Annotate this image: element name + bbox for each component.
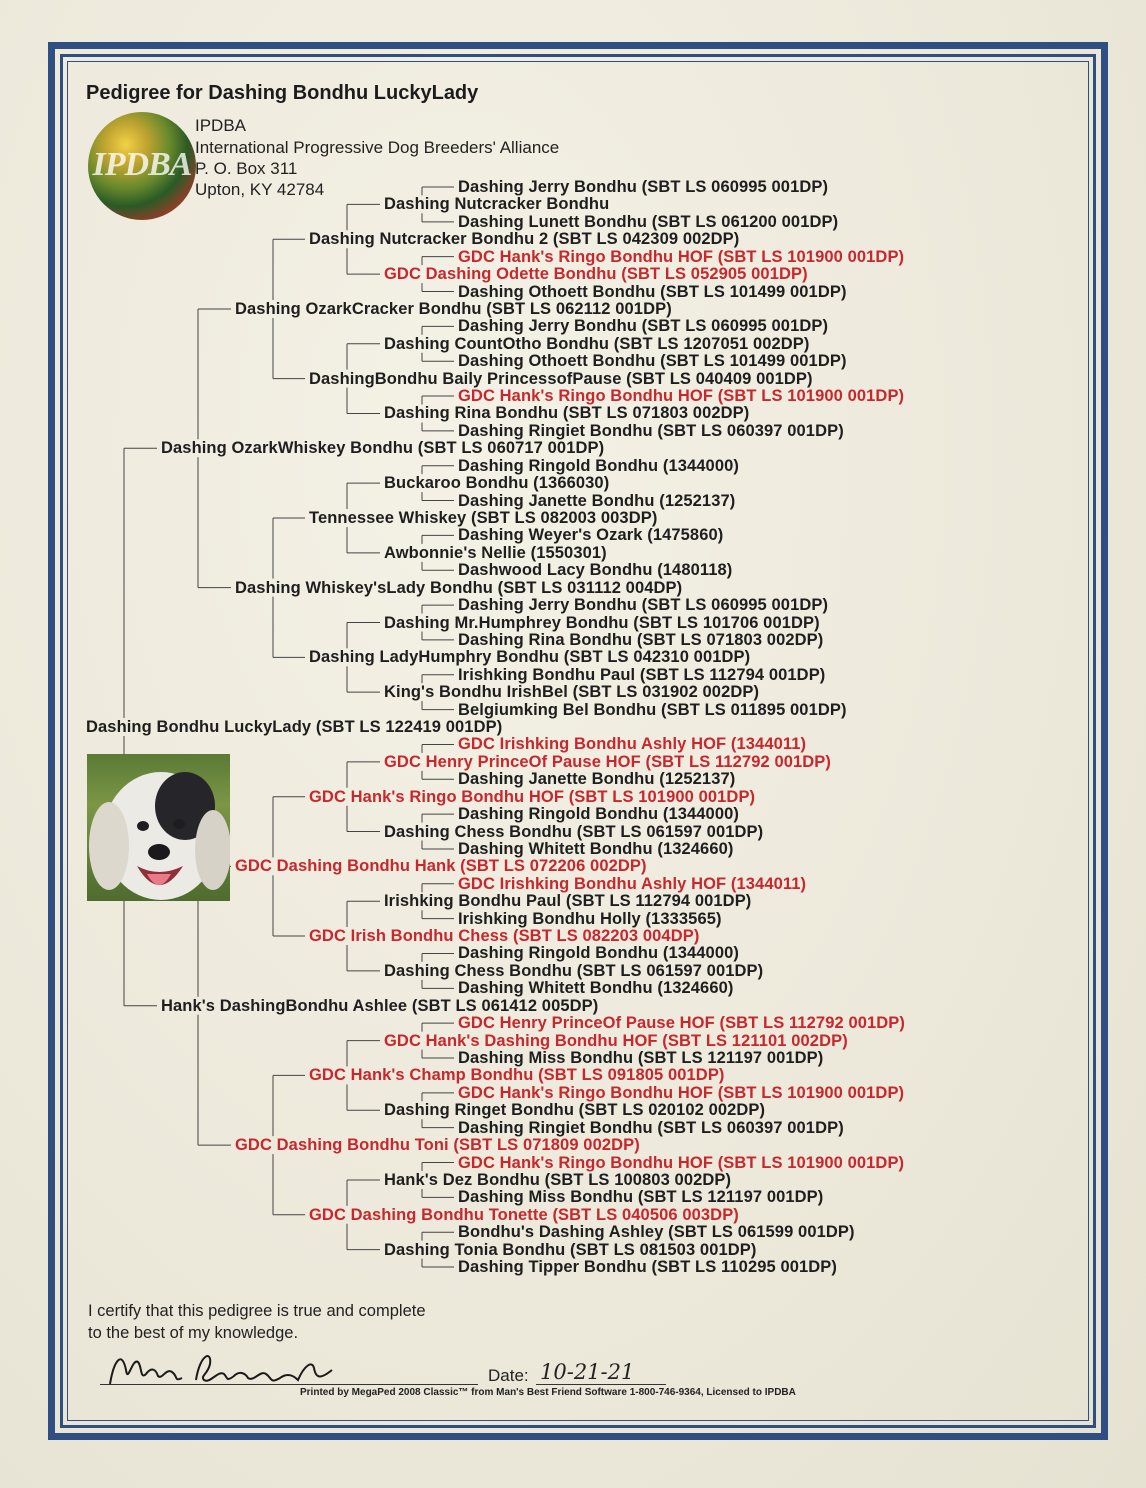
org-name: International Progressive Dog Breeders' Alliance	[195, 138, 560, 157]
ancestor-entry: Dashing Lunett Bondhu (SBT LS 061200 001DP)	[458, 212, 839, 231]
ancestor-entry: Hank's DashingBondhu Ashlee (SBT LS 061412 005DP)	[161, 996, 599, 1015]
ancestor-entry: GDC Hank's Champ Bondhu (SBT LS 091805 001DP)	[309, 1066, 725, 1085]
ancestor-entry: King's Bondhu IrishBel (SBT LS 031902 002DP)	[384, 683, 760, 702]
ancestor-entry: Buckaroo Bondhu (1366030)	[384, 474, 610, 493]
org-address-2: Upton, KY 42784	[195, 180, 325, 199]
ancestor-entry: GDC Hank's Ringo Bondhu HOF (SBT LS 101900 001DP)	[458, 247, 905, 266]
ancestor-entry: Tennessee Whiskey (SBT LS 082003 003DP)	[309, 508, 658, 527]
ancestor-entry: Dashing Miss Bondhu (SBT LS 121197 001DP)	[458, 1188, 824, 1207]
dog-photo	[87, 754, 230, 901]
ancestor-entry: Dashing Ringold Bondhu (1344000)	[458, 944, 739, 963]
ancestor-entry: GDC Dashing Odette Bondhu (SBT LS 052905 001DP)	[384, 265, 808, 284]
ancestor-entry: Dashing Ringiet Bondhu (SBT LS 060397 001DP)	[458, 421, 844, 440]
ancestor-entry: Dashing Mr.Humphrey Bondhu (SBT LS 101706 001DP)	[384, 613, 820, 632]
ancestor-entry: GDC Hank's Ringo Bondhu HOF (SBT LS 101900 001DP)	[458, 1083, 905, 1102]
ancestor-entry: Irishking Bondhu Holly (1333565)	[458, 909, 722, 928]
ancestor-entry: Dashing Jerry Bondhu (SBT LS 060995 001DP)	[458, 178, 829, 196]
ancestor-entry: Dashing Janette Bondhu (1252137)	[458, 491, 736, 510]
ancestor-entry: Dashing Nutcracker Bondhu	[384, 195, 610, 214]
signature-line	[100, 1384, 478, 1385]
ancestor-entry: Dashing Chess Bondhu (SBT LS 061597 001DP)	[384, 822, 764, 841]
ancestor-entry: Belgiumking Bel Bondhu (SBT LS 011895 001DP)	[458, 700, 847, 719]
ancestor-entry: Dashing Whiskey'sLady Bondhu (SBT LS 031112 004DP)	[235, 578, 683, 597]
ancestor-entry: Dashing Ringold Bondhu (1344000)	[458, 456, 739, 475]
subject-dog: Dashing Bondhu LuckyLady (SBT LS 122419 001DP)	[86, 718, 503, 737]
ancestor-entry: Dashing Jerry Bondhu (SBT LS 060995 001DP)	[458, 596, 829, 615]
ancestor-entry: GDC Dashing Bondhu Hank (SBT LS 072206 002DP)	[235, 857, 647, 876]
ancestor-entry: GDC Dashing Bondhu Toni (SBT LS 071809 002DP)	[235, 1136, 640, 1155]
ancestor-entry: Dashing Whitett Bondhu (1324660)	[458, 839, 734, 858]
ancestor-entry: Dashing Whitett Bondhu (1324660)	[458, 979, 734, 998]
ancestor-entry: Dashing Othoett Bondhu (SBT LS 101499 001DP)	[458, 282, 847, 301]
ancestor-entry: Bondhu's Dashing Ashley (SBT LS 061599 001DP)	[458, 1223, 855, 1242]
ancestor-entry: Dashing Othoett Bondhu (SBT LS 101499 001DP)	[458, 352, 847, 371]
ancestor-entry: Dashing Ringiet Bondhu (SBT LS 060397 001DP)	[458, 1118, 844, 1137]
ancestor-entry: Dashing Ringold Bondhu (1344000)	[458, 805, 739, 824]
ancestor-entry: Irishking Bondhu Paul (SBT LS 112794 001DP)	[458, 665, 826, 684]
ancestor-entry: Dashing CountOtho Bondhu (SBT LS 1207051 002DP)	[384, 334, 810, 353]
ancestor-entry: Dashing LadyHumphry Bondhu (SBT LS 042310 001DP)	[309, 648, 751, 667]
signature	[100, 1340, 350, 1394]
ancestor-entry: GDC Hank's Ringo Bondhu HOF (SBT LS 101900 001DP)	[309, 787, 756, 806]
ancestor-entry: Dashing OzarkCracker Bondhu (SBT LS 062112 001DP)	[235, 299, 672, 318]
printed-by-footer: Printed by MegaPed 2008 Classic™ from Man's Best Friend Software 1-800-746-9364, Licensed to IPDBA	[300, 1387, 796, 1398]
certify-line-1: I certify that this pedigree is true and complete	[88, 1302, 426, 1320]
ancestor-entry: Dashing Weyer's Ozark (1475860)	[458, 526, 724, 545]
org-address-1: P. O. Box 311	[195, 159, 298, 178]
page-title: Pedigree for Dashing Bondhu LuckyLady	[86, 82, 479, 104]
ancestor-entry: Dashing Nutcracker Bondhu 2 (SBT LS 042309 002DP)	[309, 230, 740, 249]
ancestor-entry: Hank's Dez Bondhu (SBT LS 100803 002DP)	[384, 1170, 732, 1189]
ancestor-entry: GDC Dashing Bondhu Tonette (SBT LS 040506 003DP)	[309, 1205, 739, 1224]
ancestor-entry: GDC Henry PrinceOf Pause HOF (SBT LS 112792 001DP)	[458, 1014, 905, 1033]
ancestor-entry: Dashing Rina Bondhu (SBT LS 071803 002DP)	[384, 404, 750, 423]
ancestor-entry: Dashing Miss Bondhu (SBT LS 121197 001DP)	[458, 1049, 824, 1067]
ancestor-entry: Dashing Tonia Bondhu (SBT LS 081503 001DP)	[384, 1240, 757, 1259]
ancestor-entry: GDC Hank's Dashing Bondhu HOF (SBT LS 121101 002DP)	[384, 1031, 848, 1050]
certification-text	[88, 1300, 426, 1344]
ancestor-entry: Dashing Ringet Bondhu (SBT LS 020102 002DP)	[384, 1101, 766, 1120]
org-abbr: IPDBA	[195, 116, 247, 135]
ancestor-entry: GDC Irishking Bondhu Ashly HOF (1344011)	[458, 735, 807, 754]
ancestor-entry: Dashing Rina Bondhu (SBT LS 071803 002DP)	[458, 630, 824, 649]
ancestor-entry: Dashing Jerry Bondhu (SBT LS 060995 001DP)	[458, 317, 829, 336]
certify-line-2: to the best of my knowledge.	[88, 1324, 299, 1342]
ancestor-entry: Irishking Bondhu Paul (SBT LS 112794 001DP)	[384, 892, 752, 911]
ancestor-entry: Dashing Janette Bondhu (1252137)	[458, 770, 736, 789]
ancestor-entry: GDC Irish Bondhu Chess (SBT LS 082203 004DP)	[309, 927, 700, 946]
ancestor-entry: GDC Irishking Bondhu Ashly HOF (1344011)	[458, 874, 807, 893]
ancestor-entry: Dashwood Lacy Bondhu (1480118)	[458, 561, 733, 580]
ancestor-entry: Dashing OzarkWhiskey Bondhu (SBT LS 060717 001DP)	[161, 439, 605, 458]
date-label: Date:	[488, 1366, 529, 1385]
ancestor-entry: DashingBondhu Baily PrincessofPause (SBT LS 040409 001DP)	[309, 369, 813, 388]
ancestor-entry: GDC Hank's Ringo Bondhu HOF (SBT LS 101900 001DP)	[458, 387, 905, 406]
logo-text: IPDBA	[92, 146, 192, 183]
ancestor-entry: GDC Henry PrinceOf Pause HOF (SBT LS 112792 001DP)	[384, 752, 831, 771]
ancestor-entry: Awbonnie's Nellie (1550301)	[384, 543, 607, 562]
ancestor-entry: Dashing Tipper Bondhu (SBT LS 110295 001DP)	[458, 1258, 837, 1277]
ancestor-entry: GDC Hank's Ringo Bondhu HOF (SBT LS 101900 001DP)	[458, 1153, 905, 1172]
date-value: 10-21-21	[540, 1360, 635, 1384]
date-line	[536, 1384, 666, 1385]
ancestor-entry: Dashing Chess Bondhu (SBT LS 061597 001DP)	[384, 961, 764, 980]
